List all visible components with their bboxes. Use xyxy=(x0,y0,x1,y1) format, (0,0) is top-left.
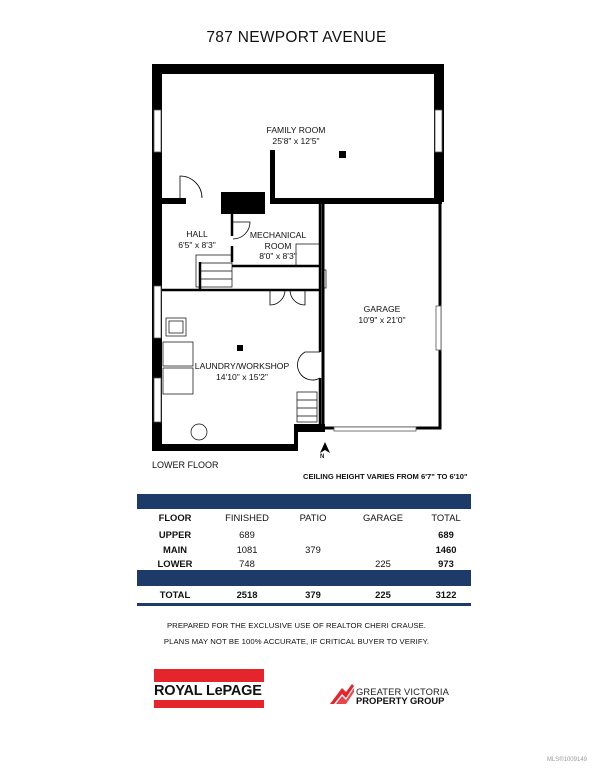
table-header-row xyxy=(137,512,471,526)
table-cell: LOWER xyxy=(157,558,193,569)
royal-lepage-wordmark: ROYAL LePAGE xyxy=(154,683,264,699)
table-row xyxy=(137,529,471,543)
room-mechanical xyxy=(242,230,314,262)
table-cell: 379 xyxy=(305,544,321,555)
table-cell: 689 xyxy=(239,529,255,540)
room-name: HALL xyxy=(186,229,208,239)
royal-lepage-logo xyxy=(154,669,264,709)
table-cell: 225 xyxy=(375,589,391,600)
gvpg-line1: GREATER VICTORIA xyxy=(356,686,449,697)
table-header: GARAGE xyxy=(362,512,404,523)
room-hall xyxy=(166,229,228,250)
table-header: TOTAL xyxy=(431,512,461,523)
table-header: FINISHED xyxy=(225,512,269,523)
post-family xyxy=(339,151,346,158)
table-cell: TOTAL xyxy=(159,589,191,600)
table-bar-bottom xyxy=(137,603,471,606)
chimney xyxy=(221,192,265,214)
logo-stripe-top xyxy=(154,669,264,682)
table-row xyxy=(137,558,471,572)
fixtures xyxy=(163,244,326,440)
table-cell: 225 xyxy=(375,558,391,569)
prepared-for-note: PREPARED FOR THE EXCLUSIVE USE OF REALTOR CHERI CRAUSE. xyxy=(166,621,427,630)
table-row xyxy=(137,544,471,558)
floor-name: LOWER FLOOR xyxy=(152,460,219,470)
wall-family-bottom-left xyxy=(162,198,186,204)
wall-step-vertical xyxy=(294,424,298,451)
room-laundry xyxy=(186,361,298,382)
table-cell: MAIN xyxy=(163,544,187,555)
table-bar-middle xyxy=(137,570,471,586)
table-cell: 379 xyxy=(305,589,321,600)
room-name: LAUNDRY/WORKSHOP xyxy=(194,361,290,371)
room-family xyxy=(246,125,346,146)
room-name: GARAGE xyxy=(363,304,401,314)
table-header: PATIO xyxy=(299,512,327,523)
table-cell: 1460 xyxy=(435,544,457,555)
windows xyxy=(154,110,442,431)
table-cell: 748 xyxy=(239,558,255,569)
gvpg-line2: PROPERTY GROUP xyxy=(356,695,445,706)
wall-family-partition xyxy=(270,150,275,204)
gvpg-mark-icon xyxy=(328,676,356,706)
wall-top xyxy=(152,64,444,74)
logo-stripe-bottom xyxy=(154,700,264,708)
page-title: 787 NEWPORT AVENUE xyxy=(206,29,387,46)
table-header: FLOOR xyxy=(158,512,192,523)
table-bar-top xyxy=(137,494,471,509)
room-size: 6'5" x 8'3" xyxy=(178,239,216,250)
room-size: 14'10" x 15'2" xyxy=(216,371,268,382)
room-size: 25'8" x 12'5" xyxy=(272,135,320,146)
post-laundry xyxy=(237,345,243,351)
wall-bottom-left xyxy=(152,444,295,451)
table-cell: 689 xyxy=(438,529,454,540)
table-cell: 2518 xyxy=(236,589,258,600)
table-total-row xyxy=(137,589,471,603)
accuracy-disclaimer: PLANS MAY NOT BE 100% ACCURATE, IF CRITICAL BUYER TO VERIFY. xyxy=(163,637,430,646)
table-cell: 973 xyxy=(438,558,454,569)
gvpg-logo xyxy=(328,676,478,706)
room-size: 8'0" x 8'3" xyxy=(259,251,297,261)
mls-number: MLS®1009149 xyxy=(546,757,587,763)
table-cell: UPPER xyxy=(158,529,192,540)
north-label: N xyxy=(320,454,325,460)
ceiling-note: CEILING HEIGHT VARIES FROM 6'7" TO 6'10" xyxy=(303,472,468,481)
room-garage xyxy=(340,304,424,325)
room-name: FAMILY ROOM xyxy=(266,125,326,135)
table-cell: 1081 xyxy=(236,544,258,555)
table-cell: 3122 xyxy=(435,589,457,600)
room-size: 10'9" x 21'0" xyxy=(358,314,406,325)
room-name: MECHANICAL ROOM xyxy=(249,230,307,251)
